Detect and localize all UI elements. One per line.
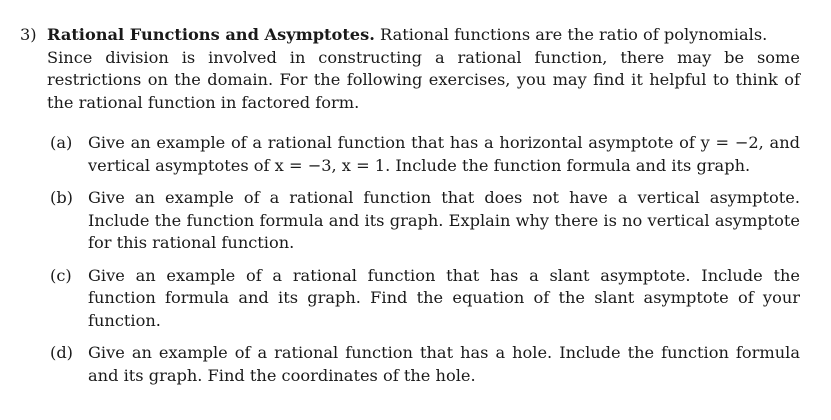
part-text: Give an example of a rational function that has a slant asymptote. Include the function formula and its graph. Find the equation of the slant asymptote of your function. — [88, 265, 800, 330]
part-label: (a) — [50, 133, 73, 152]
part-label: (d) — [50, 343, 73, 362]
part-label: (b) — [50, 188, 73, 207]
part-d — [50, 342, 800, 387]
problem-intro-first-line: Rational functions are the ratio of polynomials. — [380, 25, 768, 44]
part-text: Give an example of a rational function that does not have a vertical asymptote. Include the function formula and its graph. Explain why there is no vertical asymptote for this rational function. — [88, 188, 800, 252]
part-a — [50, 132, 800, 177]
problem-title: Rational Functions and Asymptotes. — [47, 25, 375, 44]
part-text: Give an example of a rational function that has a hole. Include the function formula and its graph. Find the coordinates of the hole. — [88, 343, 800, 385]
part-text: Give an example of a rational function that has a horizontal asymptote of y = −2, and vertical asymptotes of x = −3, x = 1. Include the function formula and its graph. — [88, 133, 800, 175]
part-c — [50, 265, 800, 333]
problem-3 — [20, 24, 800, 114]
problem-number: 3) — [20, 25, 37, 44]
parts-list — [50, 132, 800, 397]
problem-intro: Since division is involved in constructing a rational function, there may be some restrictions on the domain. For the following exercises, you may find it helpful to think of the rational function in factored form. — [47, 47, 800, 112]
part-label: (c) — [50, 265, 72, 285]
problem-header — [20, 24, 800, 47]
part-b — [50, 187, 800, 255]
